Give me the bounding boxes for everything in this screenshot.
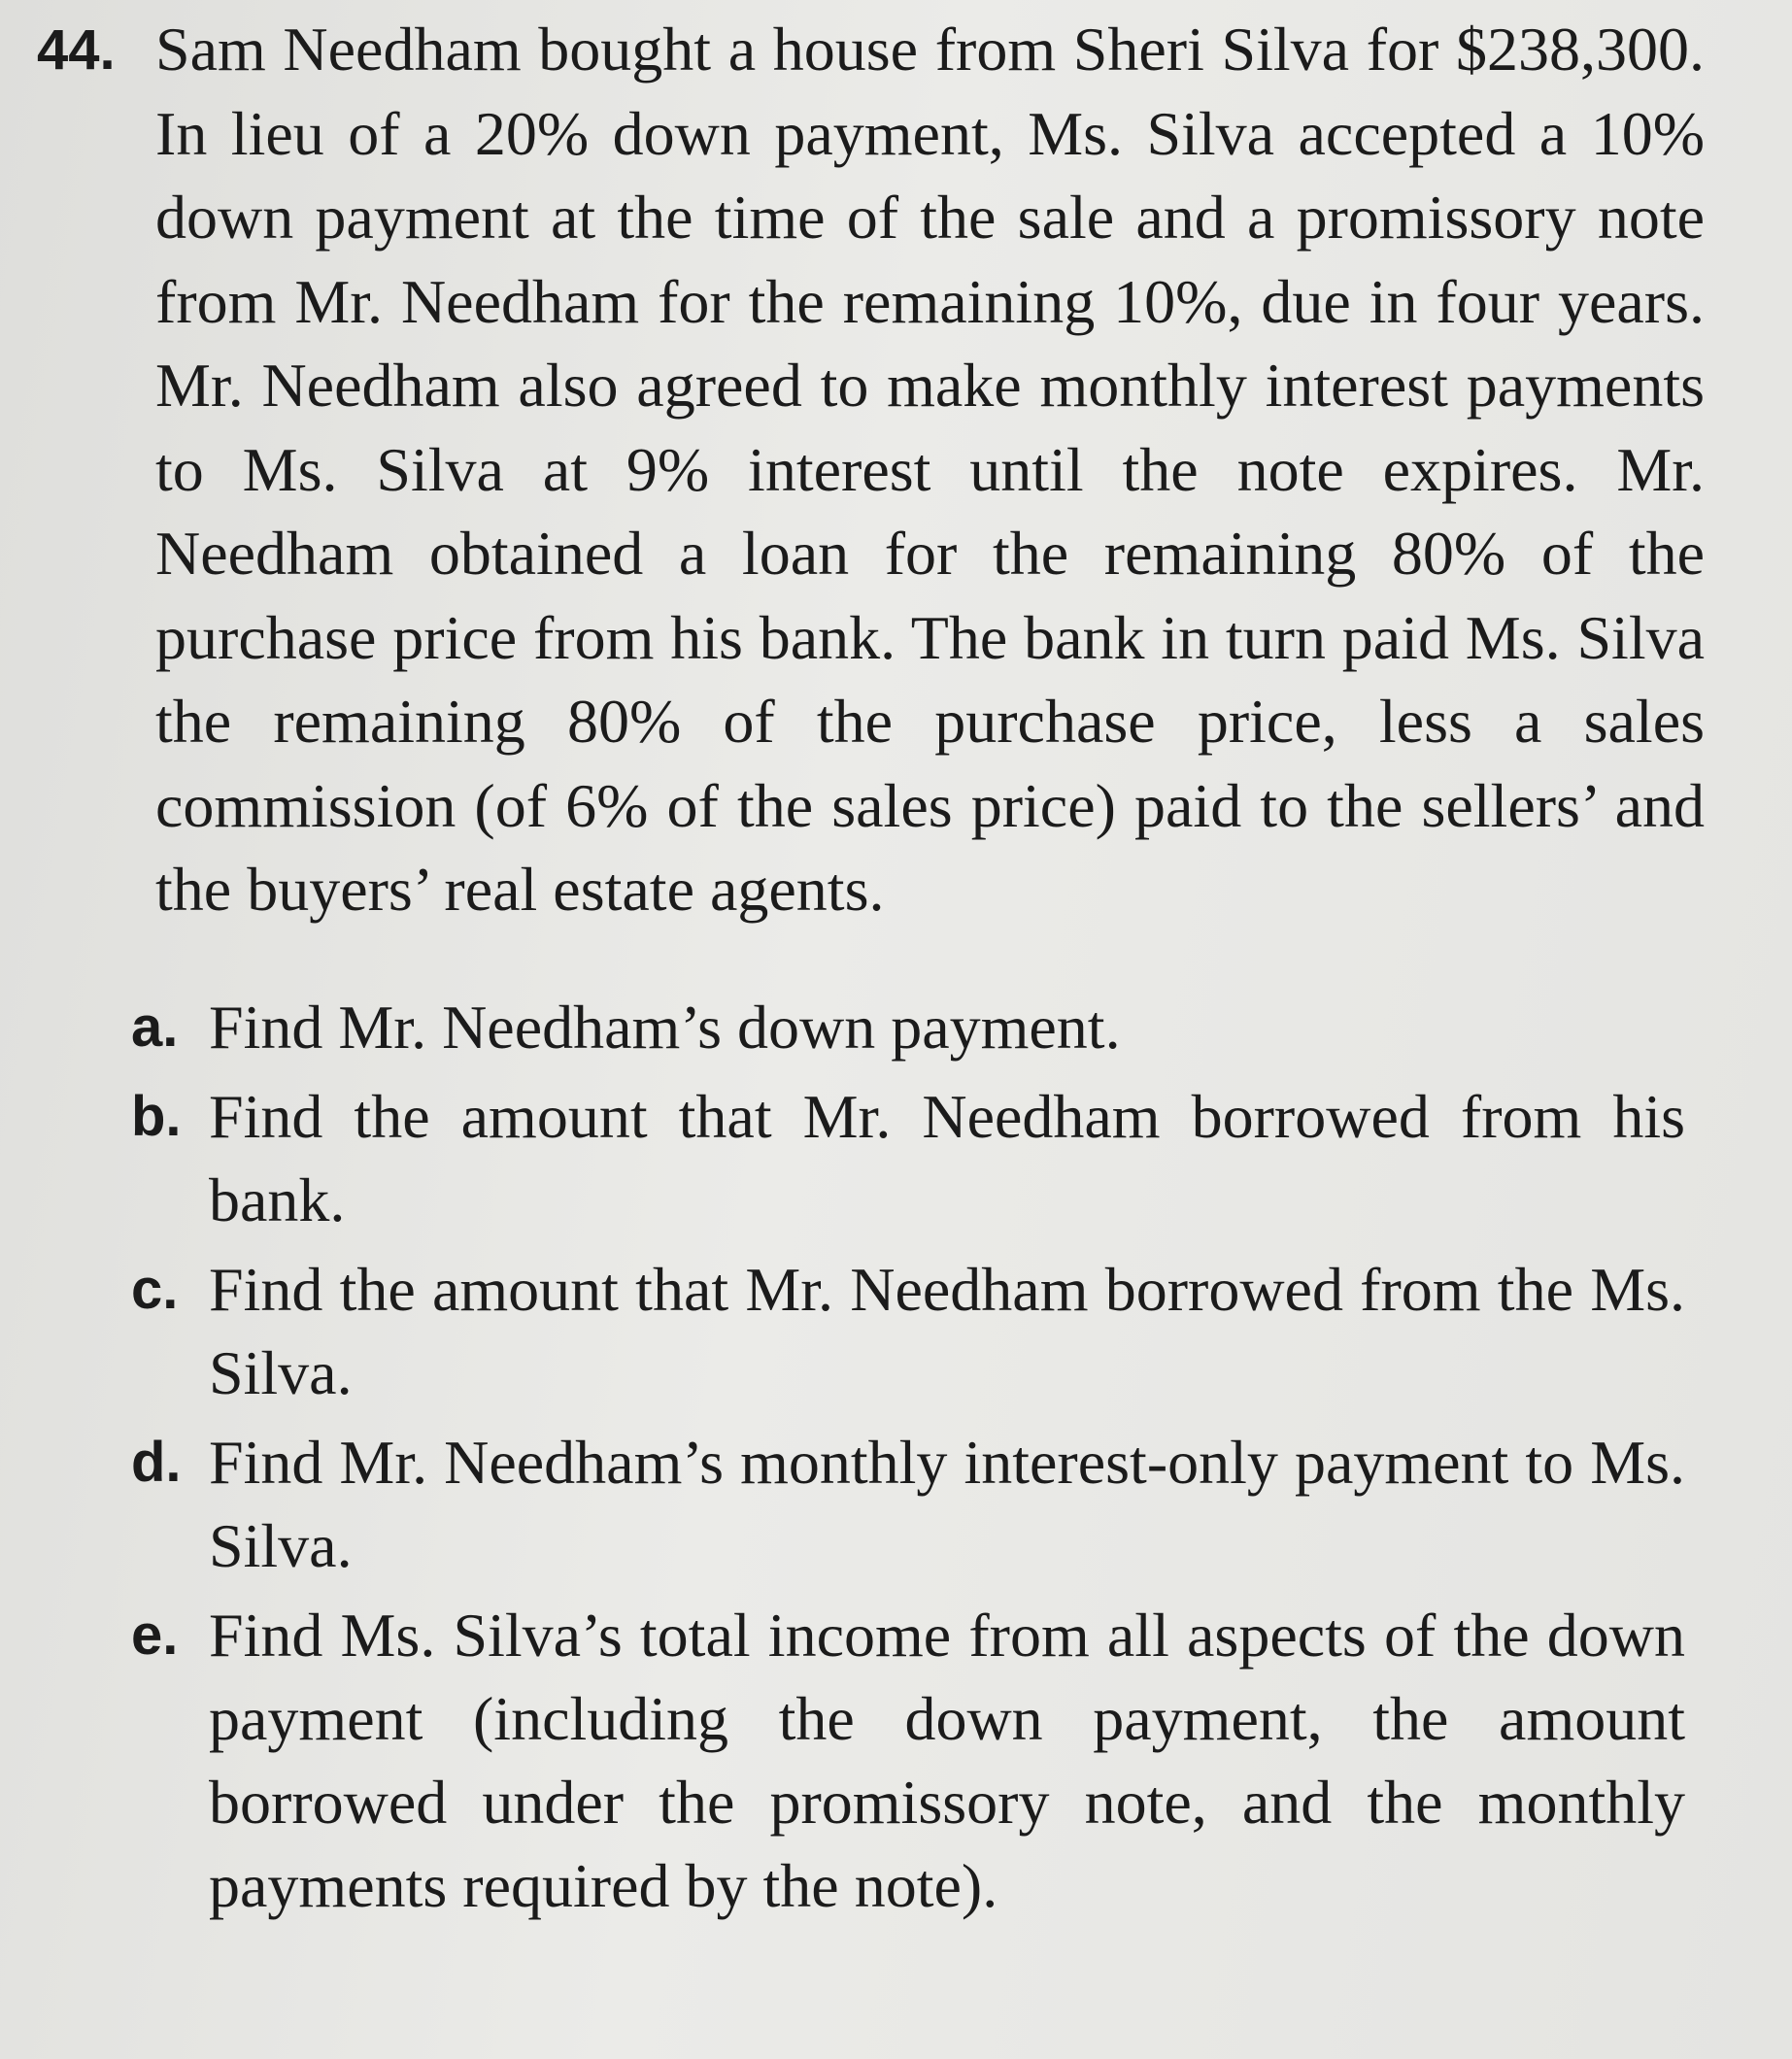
part-text: Find the amount that Mr. Needham borrowed from the Ms. Silva. <box>209 1255 1685 1407</box>
part-text: Find Mr. Needham’s monthly interest-only payment to Ms. Silva. <box>209 1428 1685 1580</box>
part-b <box>131 1075 1685 1242</box>
part-d <box>131 1421 1685 1588</box>
part-text: Find Mr. Needham’s down payment. <box>209 993 1121 1062</box>
part-a <box>131 986 1685 1069</box>
part-label: a. <box>131 996 179 1059</box>
problem-stem: Sam Needham bought a house from Sheri Silva for $238,300. In lieu of a 20% down payment, Ms. Silva accepted a 10% down payment at the time of the sale and a promissory note from Mr. Needham for the remaining 10%, due in four years. Mr. Needham also agreed to make monthly interest payments to Ms. Silva at 9% interest until the note expires. Mr. Needham obtained a loan for the remaining 80% of the purchase price from his bank. The bank in turn paid Ms. Silva the remaining 80% of the purchase price, less a sales commission (of 6% of the sales price) paid to the sellers’ and the buyers’ real estate agents. <box>155 15 1705 924</box>
part-label: d. <box>131 1431 182 1494</box>
problem-parts <box>131 986 1685 1934</box>
part-text: Find Ms. Silva’s total income from all aspects of the down payment (including the down payment, the amount borrowed under the promissory note, and the monthly payments required by the note). <box>209 1601 1685 1920</box>
part-e <box>131 1594 1685 1928</box>
part-label: e. <box>131 1603 179 1667</box>
part-text: Find the amount that Mr. Needham borrowed from his bank. <box>209 1082 1685 1234</box>
part-label: b. <box>131 1085 182 1148</box>
part-label: c. <box>131 1258 179 1321</box>
part-c <box>131 1248 1685 1415</box>
problem-number: 44. <box>37 18 116 82</box>
